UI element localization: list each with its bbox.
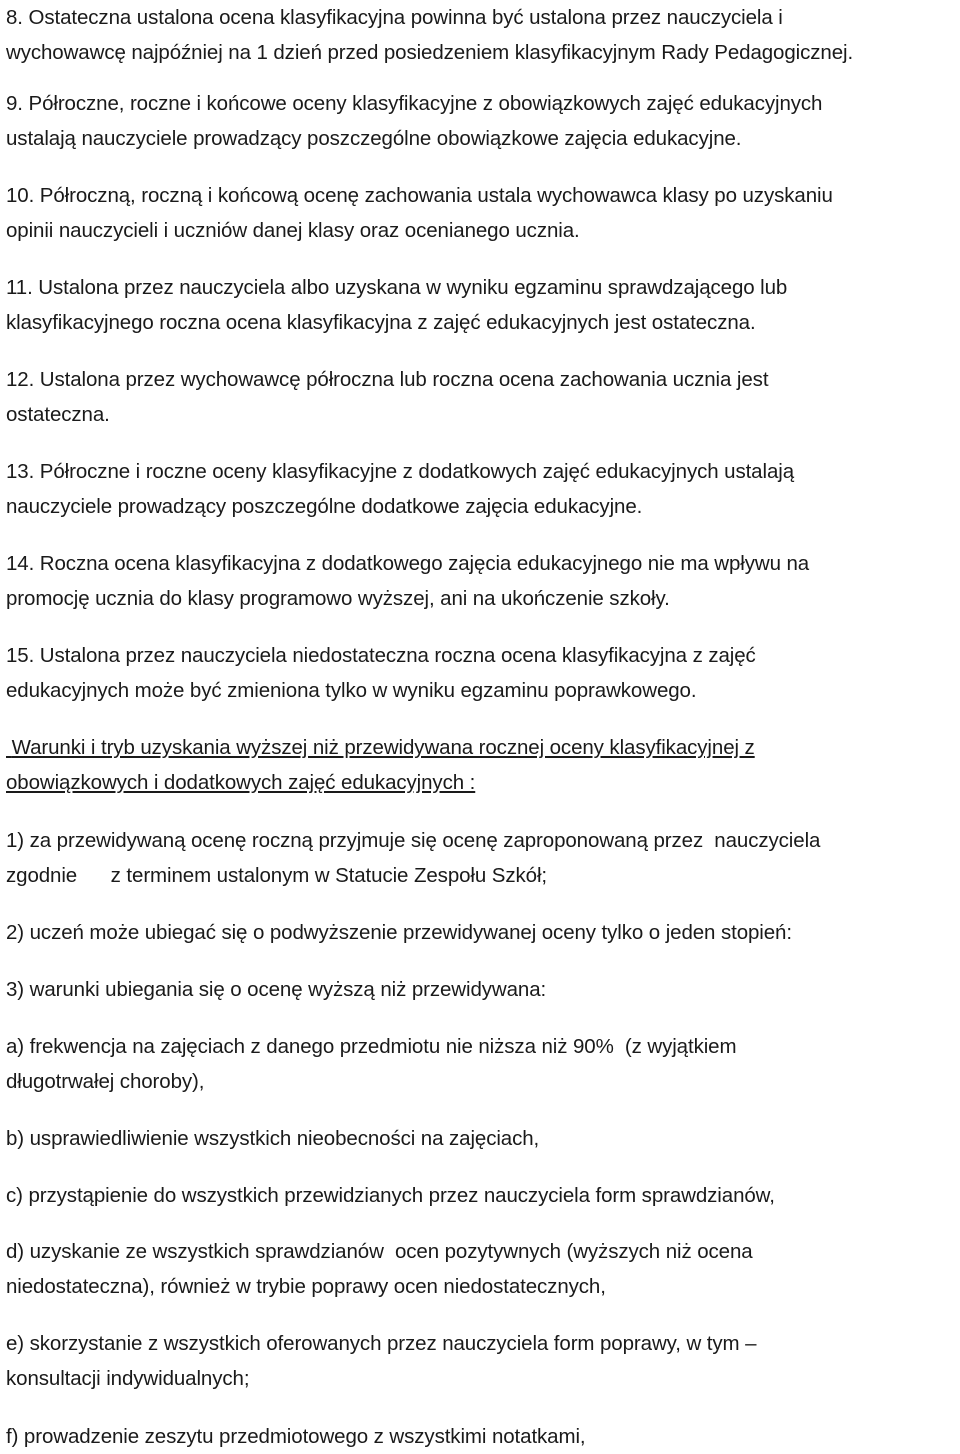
condition-d: d) uzyskanie ze wszystkich sprawdzianów ocen pozytywnych (wyższych niż ocena niedostateczna), również w trybie poprawy ocen niedostatecznych, — [6, 1240, 753, 1298]
section-heading: Warunki i tryb uzyskania wyższej niż przewidywana rocznej oceny klasyfikacyjnej z obowiązkowych i dodatkowych zajęć edukacyjnych : — [6, 736, 755, 794]
condition-1: 1) za przewidywaną ocenę roczną przyjmuje się ocenę zaproponowaną przez nauczyciela zgodnie z terminem ustalonym w Statucie Zespołu Szkół; — [6, 829, 821, 887]
condition-2: 2) uczeń może ubiegać się o podwyższenie przewidywanej oceny tylko o jeden stopień: — [6, 921, 792, 944]
paragraph-9: 9. Półroczne, roczne i końcowe oceny klasyfikacyjne z obowiązkowych zajęć edukacyjnych ustalają nauczyciele prowadzący poszczególne obowiązkowe zajęcia edukacyjne. — [6, 92, 823, 150]
condition-3: 3) warunki ubiegania się o ocenę wyższą niż przewidywana: — [6, 978, 547, 1001]
paragraph-13: 13. Półroczne i roczne oceny klasyfikacyjne z dodatkowych zajęć edukacyjnych ustalają nauczyciele prowadzący poszczególne dodatkowe zajęcia edukacyjne. — [6, 460, 794, 518]
paragraph-14: 14. Roczna ocena klasyfikacyjna z dodatkowego zajęcia edukacyjnego nie ma wpływu na promocję ucznia do klasy programowo wyższej, ani na ukończenie szkoły. — [6, 552, 810, 610]
paragraph-15: 15. Ustalona przez nauczyciela niedostateczna roczna ocena klasyfikacyjna z zajęć edukacyjnych może być zmieniona tylko w wyniku egzaminu poprawkowego. — [6, 644, 756, 702]
condition-b: b) usprawiedliwienie wszystkich nieobecności na zajęciach, — [6, 1127, 540, 1150]
paragraph-10: 10. Półroczną, roczną i końcową ocenę zachowania ustala wychowawca klasy po uzyskaniu opinii nauczycieli i uczniów danej klasy oraz ocenianego ucznia. — [6, 184, 833, 242]
paragraph-11: 11. Ustalona przez nauczyciela albo uzyskana w wyniku egzaminu sprawdzającego lub klasyfikacyjnego roczna ocena klasyfikacyjna z zajęć edukacyjnych jest ostateczna. — [6, 276, 788, 334]
paragraph-12: 12. Ustalona przez wychowawcę półroczna lub roczna ocena zachowania ucznia jest ostateczna. — [6, 368, 769, 426]
condition-a: a) frekwencja na zajęciach z danego przedmiotu nie niższa niż 90% (z wyjątkiem długotrwałej choroby), — [6, 1035, 737, 1093]
paragraph-8: 8. Ostateczna ustalona ocena klasyfikacyjna powinna być ustalona przez nauczyciela i wychowawcę najpóźniej na 1 dzień przed posiedzeniem klasyfikacyjnym Rady Pedagogicznej. — [6, 6, 854, 64]
condition-c: c) przystąpienie do wszystkich przewidzianych przez nauczyciela form sprawdzianów, — [6, 1184, 775, 1207]
condition-e: e) skorzystanie z wszystkich oferowanych przez nauczyciela form poprawy, w tym – konsultacji indywidualnych; — [6, 1332, 757, 1390]
condition-f: f) prowadzenie zeszytu przedmiotowego z wszystkimi notatkami, — [6, 1425, 586, 1448]
